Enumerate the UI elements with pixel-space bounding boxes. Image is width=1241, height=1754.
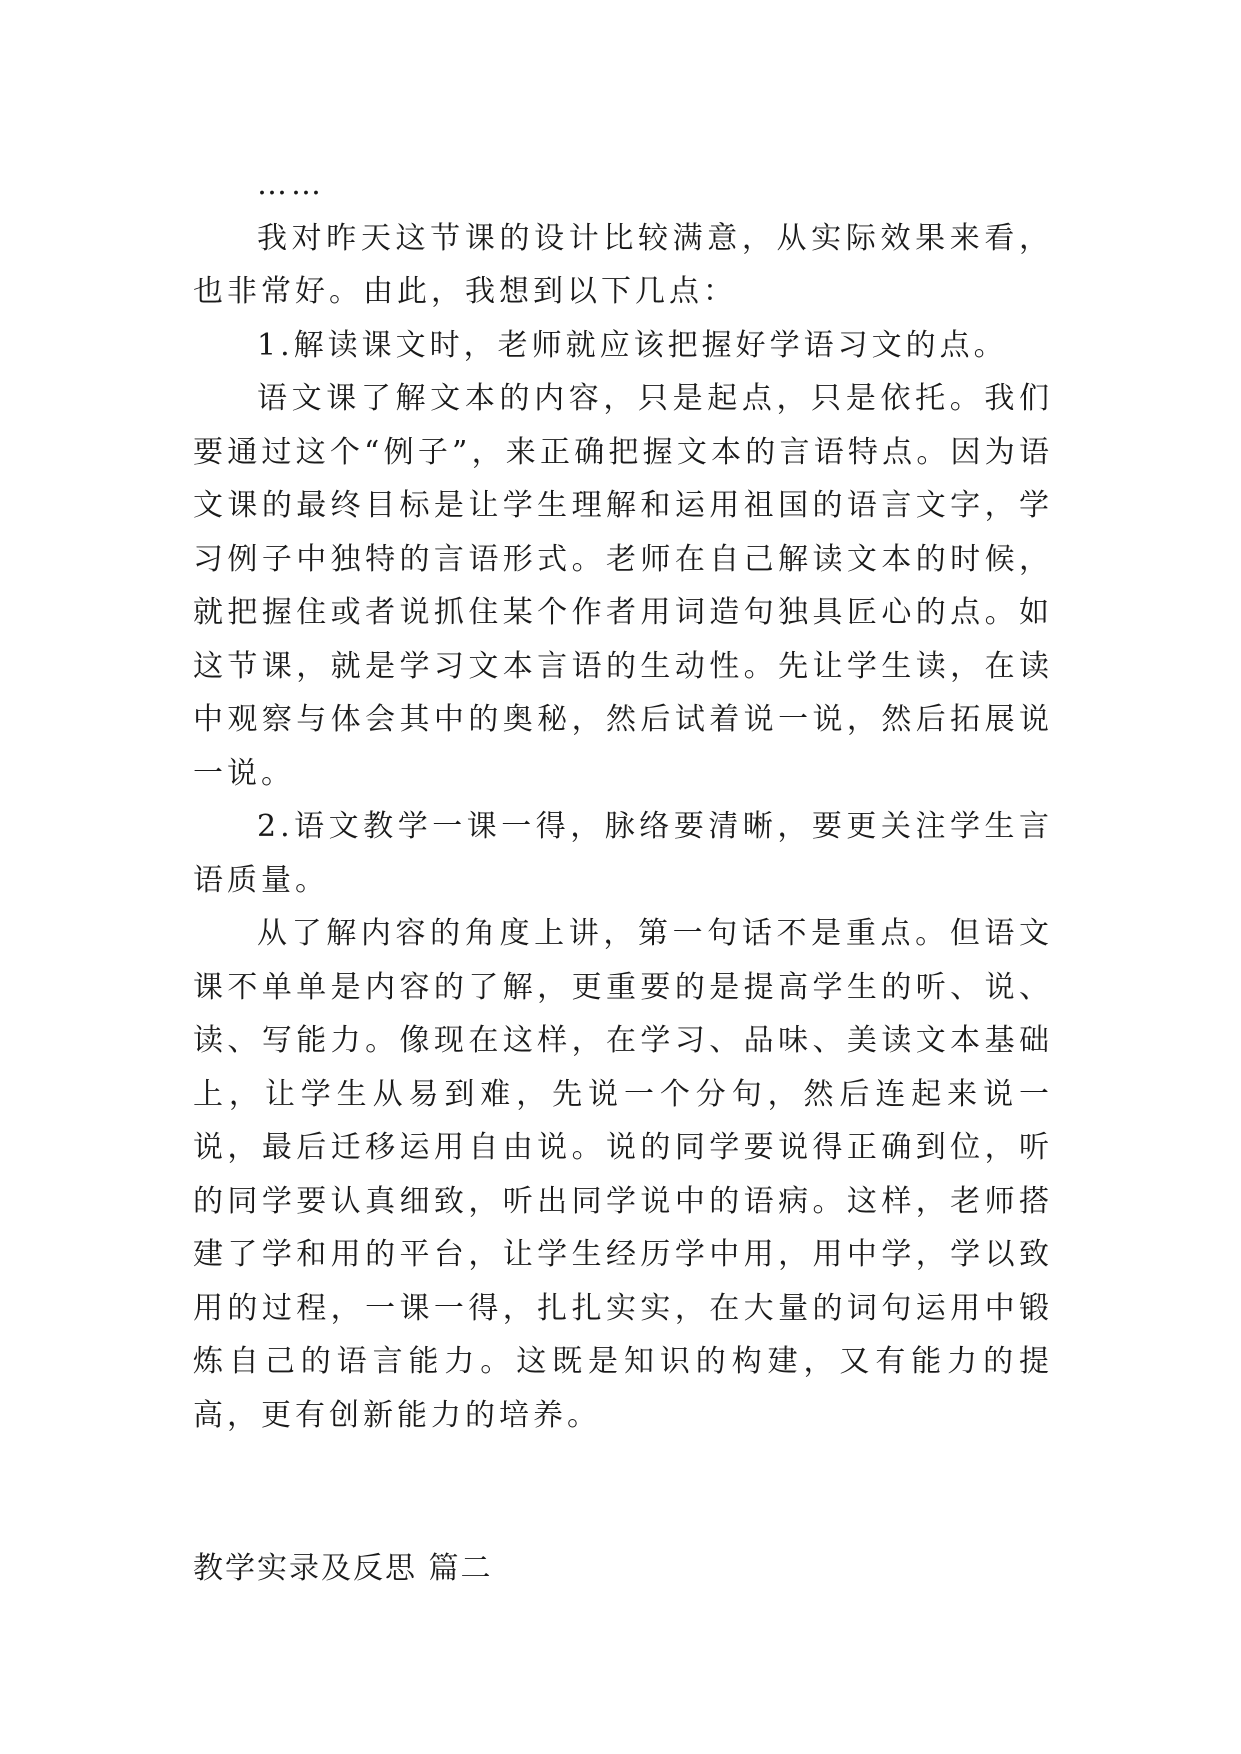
paragraph-point-1: 1.解读课文时，老师就应该把握好学语习文的点。 bbox=[257, 327, 1008, 363]
paragraph-intro: 我对昨天这节课的设计比较满意，从实际效果来看，也非常好。由此，我想到以下几点： bbox=[193, 220, 1053, 309]
paragraph-ellipsis: …… bbox=[257, 167, 325, 202]
document-body bbox=[193, 158, 1053, 1442]
paragraph-point-2: 2.语文教学一课一得，脉络要清晰，要更关注学生言语质量。 bbox=[193, 809, 1053, 898]
paragraph-point-1-detail: 语文课了解文本的内容，只是起点，只是依托。我们要通过这个“例子”，来正确把握文本的言语特点。因为语文课的最终目标是让学生理解和运用祖国的语言文字，学习例子中独特的言语形式。老师在自己解读文本的时候，就把握住或者说抓住某个作者用词造句独具匠心的点。如这节课，就是学习文本言语的生动性。先让学生读，在读中观察与体会其中的奥秘，然后试着说一说，然后拓展说一说。 bbox=[193, 381, 1053, 791]
paragraph-point-2-detail: 从了解内容的角度上讲，第一句话不是重点。但语文课不单单是内容的了解，更重要的是提高学生的听、说、读、写能力。像现在这样，在学习、品味、美读文本基础上，让学生从易到难，先说一个分句，然后连起来说一说，最后迁移运用自由说。说的同学要说得正确到位，听的同学要认真细致，听出同学说中的语病。这样，老师搭建了学和用的平台，让学生经历学中用，用中学，学以致用的过程，一课一得，扎扎实实，在大量的词句运用中锻炼自己的语言能力。这既是知识的构建，又有能力的提高，更有创新能力的培养。 bbox=[193, 916, 1053, 1433]
section-heading: 教学实录及反思 篇二 bbox=[193, 1551, 493, 1586]
